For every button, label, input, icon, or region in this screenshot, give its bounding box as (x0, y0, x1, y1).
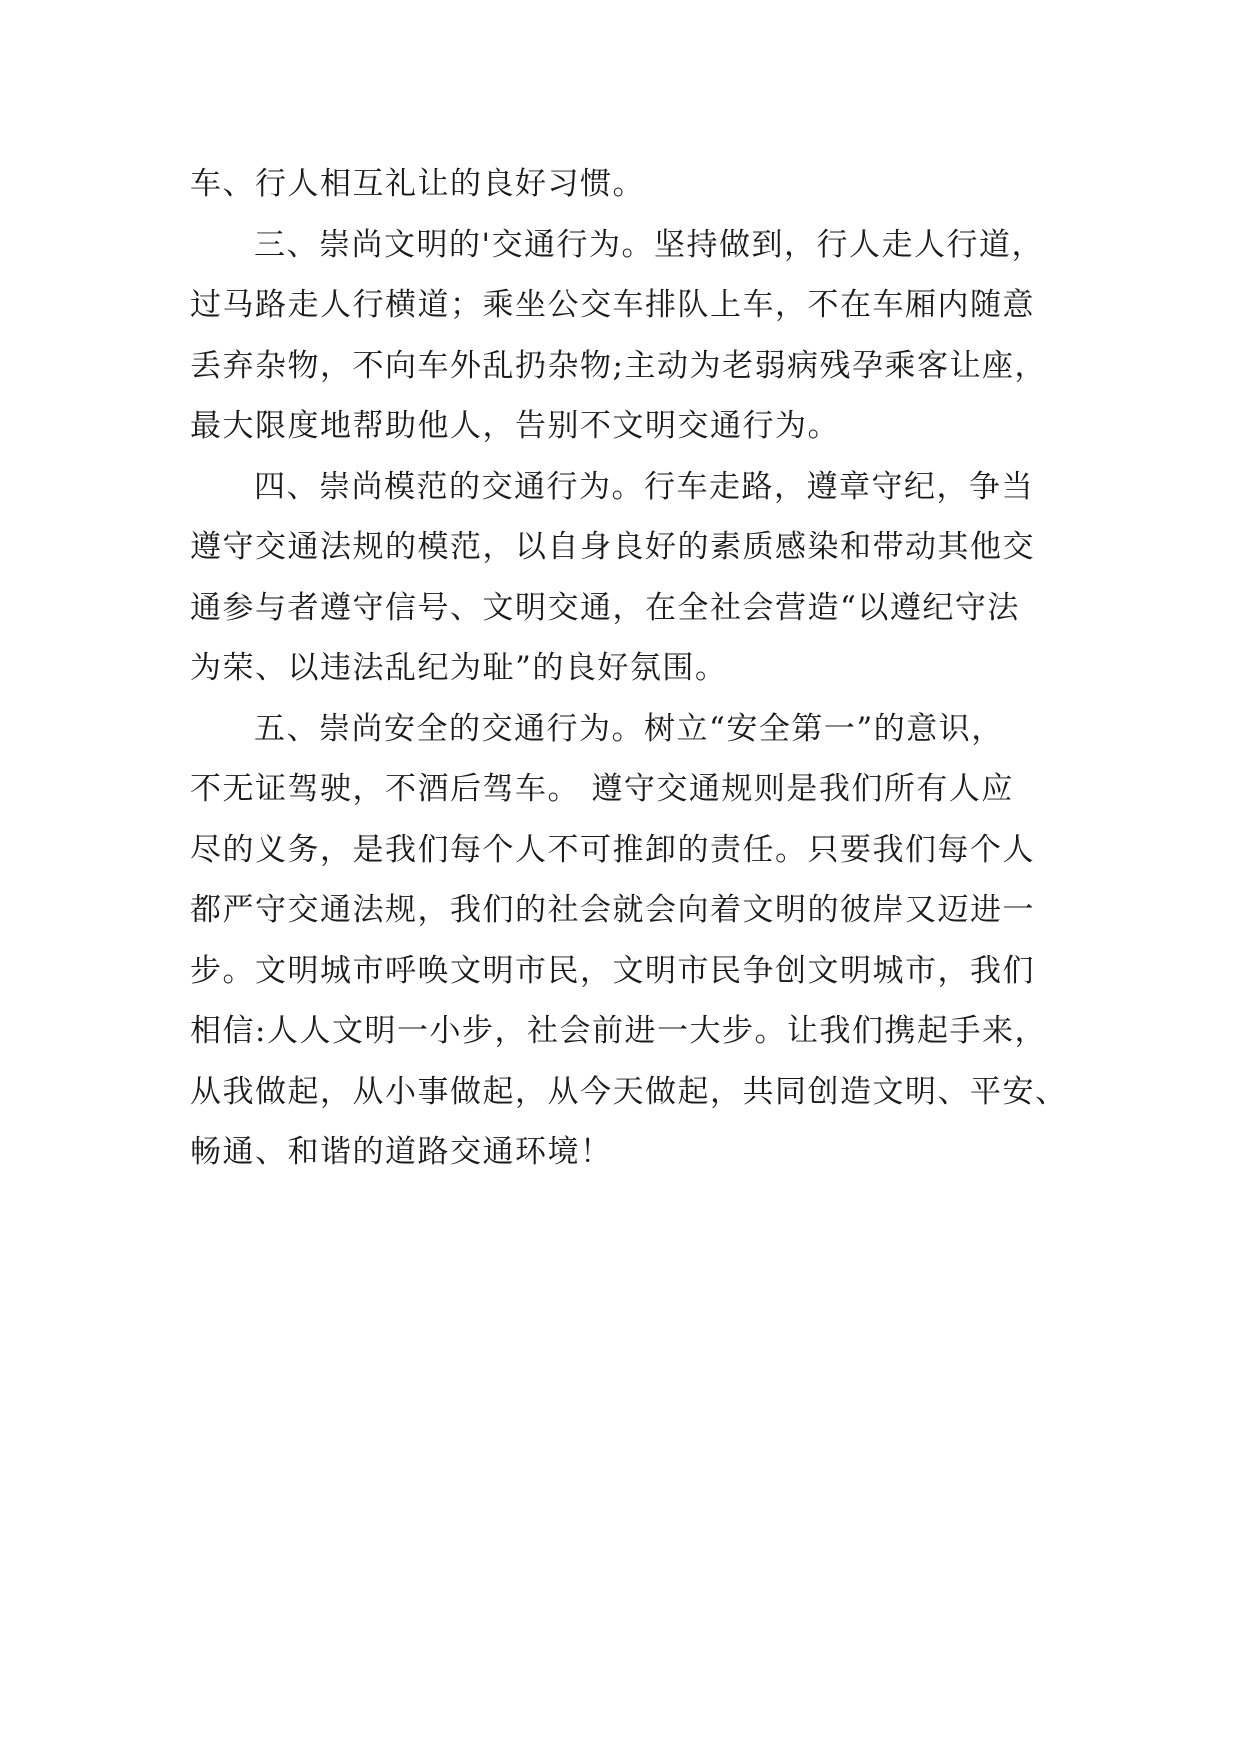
text-line: 遵守交通法规的模范，以自身良好的素质感染和带动其他交 (190, 529, 1035, 565)
text-line: 畅通、和谐的道路交通环境！ (190, 1134, 613, 1170)
paragraph-start-line: 五、崇尚安全的交通行为。树立“安全第一”的意识， (254, 710, 1004, 747)
paragraph-start-line: 四、崇尚模范的交通行为。行车走路，遵章守纪，争当 (254, 468, 1034, 505)
text-line: 最大限度地帮助他人，告别不文明交通行为。 (190, 408, 840, 444)
text-line: 尽的义务，是我们每个人不可推卸的责任。只要我们每个人 (190, 831, 1035, 868)
text-line: 通参与者遵守信号、文明交通，在全社会营造“以遵纪守法 (190, 589, 1020, 626)
text-line: 从我做起，从小事做起，从今天做起，共同创造文明、平安、 (190, 1073, 1068, 1110)
text-line: 为荣、以违法乱纪为耻”的良好氛围。 (190, 650, 728, 686)
text-line: 车、行人相互礼让的良好习惯。 (190, 166, 645, 202)
text-line: 相信:人人文明一小步，社会前进一大步。让我们携起手来， (190, 1013, 1047, 1049)
text-line: 不无证驾驶，不酒后驾车。 遵守交通规则是我们所有人应 (190, 771, 1014, 807)
paragraph-start-line: 三、崇尚文明的'交通行为。坚持做到，行人走人行道， (254, 226, 1045, 263)
text-line: 步。文明城市呼唤文明市民，文明市民争创文明城市，我们 (190, 952, 1035, 989)
text-line: 都严守交通法规，我们的社会就会向着文明的彼岸又迈进一 (190, 892, 1035, 928)
text-line: 丢弃杂物，不向车外乱扔杂物;主动为老弱病残孕乘客让座， (190, 347, 1047, 384)
document-body (190, 154, 1090, 1183)
text-line: 过马路走人行横道；乘坐公交车排队上车，不在车厢内随意 (190, 287, 1035, 323)
